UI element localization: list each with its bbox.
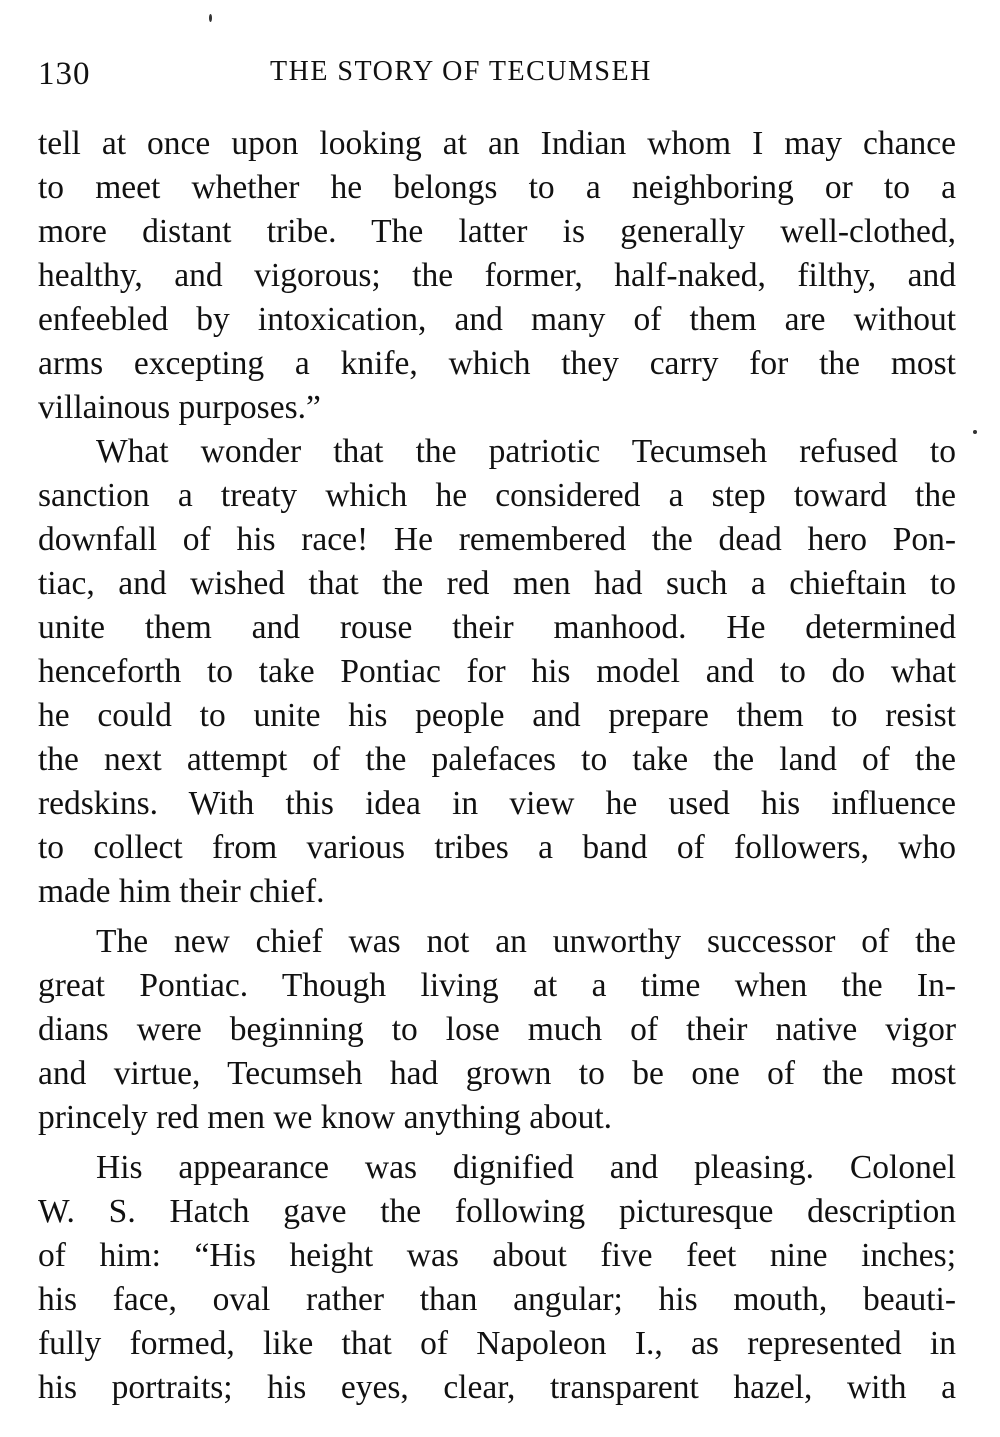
text-line: fully formed, like that of Napoleon I., as represented in: [38, 1325, 956, 1362]
text-line: of him: “His height was about five feet nine inches;: [38, 1237, 956, 1274]
text-line: his face, oval rather than angular; his mouth, beauti-: [38, 1281, 956, 1318]
text-line: The new chief was not an unworthy successor of the: [96, 923, 956, 960]
text-line: unite them and rouse their manhood. He determined: [38, 609, 956, 646]
body-text: [38, 122, 956, 1410]
text-line: the next attempt of the palefaces to take the land of the: [38, 741, 956, 778]
text-line: and virtue, Tecumseh had grown to be one of the most: [38, 1055, 956, 1092]
text-line: to collect from various tribes a band of followers, who: [38, 829, 956, 866]
text-line: What wonder that the patriotic Tecumseh refused to: [96, 433, 956, 470]
text-line: arms excepting a knife, which they carry for the most: [38, 345, 956, 382]
text-line: to meet whether he belongs to a neighboring or to a: [38, 169, 956, 206]
text-line: tell at once upon looking at an Indian whom I may chance: [38, 125, 956, 162]
text-line: redskins. With this idea in view he used his influence: [38, 785, 956, 822]
text-line: princely red men we know anything about.: [38, 1099, 612, 1136]
text-line: His appearance was dignified and pleasing. Colonel: [96, 1149, 956, 1186]
text-line: great Pontiac. Though living at a time when the In-: [38, 967, 956, 1004]
page-header: [38, 56, 958, 100]
ink-speck: [973, 430, 977, 434]
text-line: his portraits; his eyes, clear, transparent hazel, with a: [38, 1369, 956, 1406]
ink-speck: [209, 14, 212, 22]
running-head: THE STORY OF TECUMSEH: [270, 56, 652, 87]
text-line: sanction a treaty which he considered a step toward the: [38, 477, 956, 514]
text-line: dians were beginning to lose much of their native vigor: [38, 1011, 956, 1048]
text-line: henceforth to take Pontiac for his model and to do what: [38, 653, 956, 690]
text-line: tiac, and wished that the red men had such a chieftain to: [38, 565, 956, 602]
text-line: enfeebled by intoxication, and many of them are without: [38, 301, 956, 338]
page-number: 130: [38, 56, 91, 92]
text-line: more distant tribe. The latter is generally well-clothed,: [38, 213, 956, 250]
paragraph: [38, 122, 956, 430]
paragraph: [38, 430, 956, 914]
paragraph: [38, 920, 956, 1140]
paragraph: [38, 1146, 956, 1410]
text-line: made him their chief.: [38, 873, 325, 910]
text-line: healthy, and vigorous; the former, half-naked, filthy, and: [38, 257, 956, 294]
text-line: he could to unite his people and prepare them to resist: [38, 697, 956, 734]
text-line: W. S. Hatch gave the following picturesque description: [38, 1193, 956, 1230]
text-line: downfall of his race! He remembered the dead hero Pon-: [38, 521, 956, 558]
text-line: villainous purposes.”: [38, 389, 321, 426]
